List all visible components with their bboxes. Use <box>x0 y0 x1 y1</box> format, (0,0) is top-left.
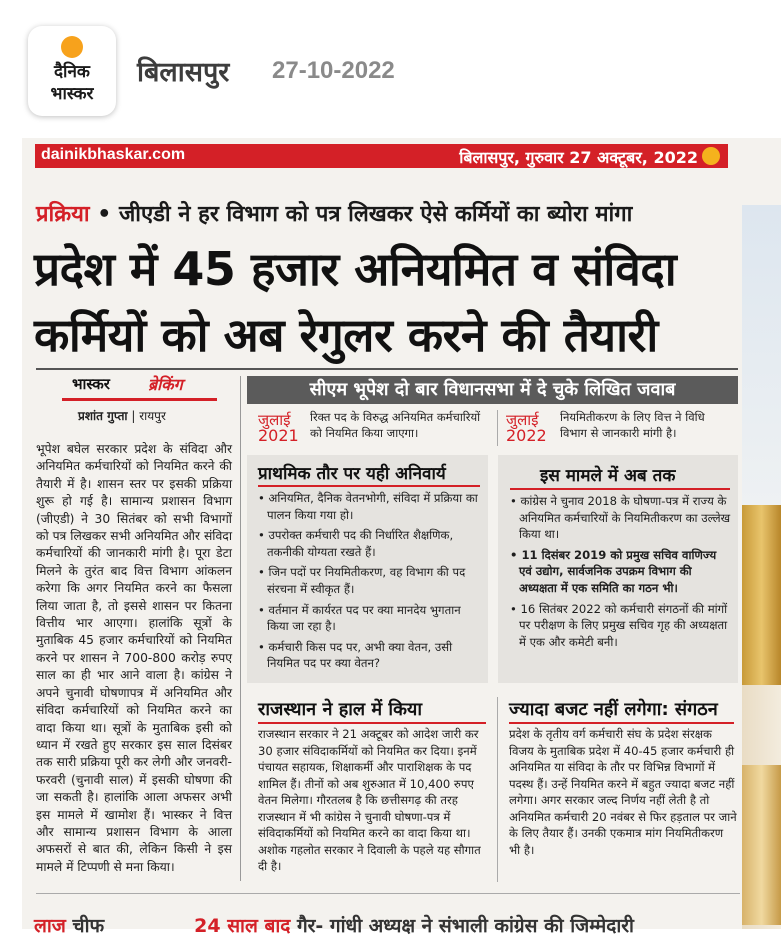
list-item: • 11 दिसंबर 2019 को प्रमुख सचिव वाणिज्य एवं उद्योग, सार्वजनिक उपक्रम विभाग की अध्यक्षता में एक समिति का गठन भी। <box>510 547 717 595</box>
entry-month: जुलाई <box>506 411 539 429</box>
next-story-1-text: चीफ <box>65 915 105 937</box>
logo-line2: भास्कर <box>50 84 94 104</box>
list-item: • कांग्रेस ने चुनाव 2018 के घोषणा-पत्र में राज्य के अनियमित कर्मचारियों के नियमितीकरण का उल्लेख किया था। <box>510 494 731 542</box>
sofar-title: इस मामले में अब तक <box>540 466 676 486</box>
masthead-band <box>35 144 728 168</box>
list-item: • उपरोक्त कर्मचारी पद की निर्धारित शैक्षणिक, तकनीकी योग्यता रखते हैं। <box>258 528 454 559</box>
list-item: • अनियमित, दैनिक वेतनभोगी, संविदा में प्रक्रिया का पालन किया गया हो। <box>258 491 478 522</box>
byline-place: | रायपुर <box>127 409 166 423</box>
logo-line1: दैनिक <box>54 62 90 82</box>
byline-name: प्रशांत गुप्ता <box>78 409 128 423</box>
kicker-label: प्रक्रिया <box>36 202 90 227</box>
entry-2022-date <box>506 412 547 444</box>
entry-2021-date <box>258 412 299 444</box>
next-story-2-text: गैर- गांधी अध्यक्ष ने संभाली कांग्रेस की जिम्मेदारी <box>290 915 634 937</box>
brand-tag <box>62 374 217 401</box>
rajasthan-text: राजस्थान सरकार ने 21 अक्टूबर को आदेश जारी कर 30 हजार संविदाकर्मियों को नियमित कर दिया। इनमें पंचायत सहायक, शिक्षाकर्मी और पाराशिक्षक के पद शामिल हैं। तीनों को अब शुरुआत में 10,400 रुपए वेतन मिलेगा। गौरतलब है कि छत्तीसगढ़ की तरह राजस्थान में भी कांग्रेस ने चुनावी घोषणा-पत्र में संविदाकर्मियों को नियमित करने का वादा किया था। अशोक गहलोत सरकार ने दिवाली के पहले यह सौगात दी है। <box>258 727 481 873</box>
budget-title-underline <box>509 722 734 724</box>
dateline: बिलासपुर, गुरुवार 27 अक्टूबर, 2022 <box>459 148 698 167</box>
column-divider <box>240 376 241 881</box>
entry-2021-text: रिक्त पद के विरुद्ध अनियमित कर्मचारियों को नियमित किया जाएगा। <box>310 410 481 440</box>
entry-year: 2021 <box>258 426 299 445</box>
article-body: भूपेश बघेल सरकार प्रदेश के संविदा और अनियमित कर्मचारियों को नियमित करने की तैयारी में है। शासन स्तर पर इसकी प्रक्रिया शुरू हो गई है। सामान्य प्रशासन विभाग (जीएडी) ने 30 सितंबर को सभी विभागों को पत्र लिखकर सभी अनियमित और संविदा कर्मचारियों की जानकारी मांगी है। पूरा डेटा मिलने के तुरंत बाद वित्त विभाग आंकलन करेगा कि अगर नियमित करने का फैसला लिया जाता है, तो इससे शासन पर कितना वित्तीय भार आएगा। हालांकि सूत्रों के मुताबिक 45 हजार कर्मचारियों को नियमित करने पर शासन ने 700-800 करोड़ रुपए साल का ही भार आने वाला है। कांग्रेस ने अपने चुनावी घोषणापत्र में अनियमित और संविदा कर्मचारियों को नियमित करने का वादा किया था। सूत्रों के मुताबिक इसी को ध्यान में रखते हुए सरकार इस साल दिसंबर तक सारी प्रक्रिया पूरी कर लेगी और जनवरी-फरवरी (चुनावी साल) में इसकी घोषणा की जा सकती है। हालांकि आला अफसर अभी इस मामले में खामोश हैं। भास्कर ने वित्त और सामान्य प्रशासन विभाग के आला अफसरों से बात की, लेकिन किसी ने इस मामले में टिप्पणी से मना किया। <box>36 442 232 874</box>
headline-line1: प्रदेश में 45 हजार अनियमित व संविदा <box>34 242 677 296</box>
side-advert-strip <box>742 205 781 929</box>
brand-tag-breaking: ब्रेकिंग <box>148 375 183 394</box>
next-story-2-kicker: 24 साल बाद <box>194 915 291 937</box>
rajasthan-title: राजस्थान ने हाल में किया <box>258 699 423 720</box>
byline <box>78 407 166 424</box>
list-item: • जिन पदों पर नियमितीकरण, वह विभाग की पद संरचना में स्वीकृत हैं। <box>258 565 466 596</box>
sun-mark-icon <box>702 147 720 165</box>
entry-month: जुलाई <box>258 411 291 429</box>
list-item: • 16 सितंबर 2022 को कर्मचारी संगठनों की मांगों पर परीक्षण के लिए प्रमुख सचिव गृह की अध्यक्षता में एक और कमेटी बनी। <box>510 601 728 649</box>
headline-line2: कर्मियों को अब रेगुलर करने की तैयारी <box>34 308 658 362</box>
sun-icon <box>61 36 83 58</box>
entry-divider <box>497 410 498 446</box>
brand-tag-bhaskar: भास्कर <box>72 375 110 393</box>
primary-title-underline <box>258 485 480 487</box>
primary-title: प्राथमिक तौर पर यही अनिवार्य <box>258 464 446 484</box>
sofar-list <box>510 493 732 654</box>
edition-city: बिलासपुर <box>137 57 230 88</box>
list-item: • कर्मचारी किस पद पर, अभी क्या वेतन, उसी नियमित पद पर क्या वेतन? <box>258 639 453 671</box>
kicker <box>36 198 632 228</box>
budget-title: ज्यादा बजट नहीं लगेगा: संगठन <box>509 699 718 720</box>
primary-list <box>258 490 483 676</box>
next-stories-strip <box>34 912 634 938</box>
section-divider <box>497 697 498 882</box>
cm-section-header: सीएम भूपेश दो बार विधानसभा में दे चुके लिखित जवाब <box>247 376 738 404</box>
next-story-1-kicker: लाज <box>34 915 66 937</box>
budget-text: प्रदेश के तृतीय वर्ग कर्मचारी संघ के प्रदेश संरक्षक विजय के मुताबिक प्रदेश में 40-45 हजार कर्मचारी ही अनियमित या संविदा के तौर पर विभिन्न विभागों में पदस्थ हैं। उन्हें नियमित करने में बहुत ज्यादा बजट नहीं लगेगा। अगर सरकार जल्द निर्णय नहीं लेती है तो अनियमित कर्मचारी 20 नवंबर से फिर हड़ताल पर जाने के लिए तैयार हैं। उनकी एकमात्र मांग नियमितीकरण भी है। <box>509 727 737 857</box>
entry-2022-text: नियमितीकरण के लिए वित्त ने विधि विभाग से जानकारी मांगी है। <box>560 410 705 440</box>
sofar-title-underline <box>510 488 730 490</box>
rajasthan-title-underline <box>258 722 486 724</box>
site-url: dainikbhaskar.com <box>41 146 186 163</box>
kicker-text: • जीएडी ने हर विभाग को पत्र लिखकर ऐसे कर्मियों का ब्योरा मांगा <box>89 202 633 227</box>
edition-date: 27-10-2022 <box>272 57 395 84</box>
top-bar <box>0 0 781 135</box>
entry-year: 2022 <box>506 426 547 445</box>
divider <box>36 368 738 370</box>
list-item: • वर्तमान में कार्यरत पद पर क्या मानदेय भुगतान किया जा रहा है। <box>258 602 461 634</box>
bottom-divider <box>36 893 740 894</box>
headline <box>34 236 676 368</box>
dainik-bhaskar-logo[interactable] <box>28 26 116 116</box>
